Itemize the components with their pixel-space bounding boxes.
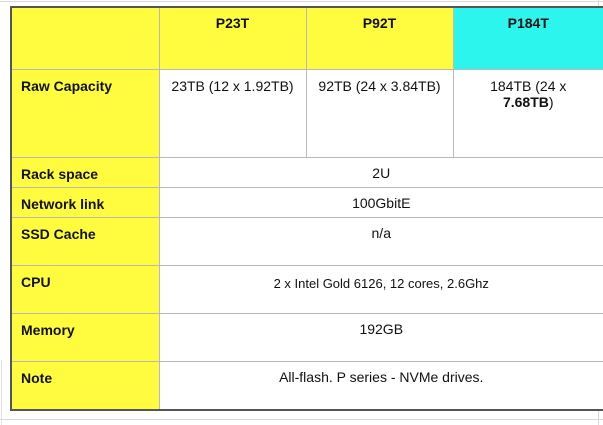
table-row: [11, 313, 603, 361]
page-rule-bottom: [0, 419, 603, 420]
column-header-p92t: P92T: [306, 7, 453, 69]
cell-note: All-flash. P series - NVMe drives.: [159, 361, 603, 410]
cell-p92t-capacity: 92TB (24 x 3.84TB): [306, 69, 453, 157]
header-row: [11, 7, 603, 69]
page-rule-left: [1, 360, 2, 425]
corner-cell: [11, 7, 159, 69]
cell-ssd-cache: n/a: [159, 217, 603, 265]
table-row: [11, 265, 603, 313]
row-label-note: Note: [11, 361, 159, 410]
p184t-capacity-close-paren: ): [548, 93, 554, 110]
cell-cpu: 2 x Intel Gold 6126, 12 cores, 2.6Ghz: [159, 265, 603, 313]
column-header-p23t: P23T: [159, 7, 306, 69]
table-row: [11, 217, 603, 265]
cell-p184t-capacity: [453, 69, 603, 157]
row-label-memory: Memory: [11, 313, 159, 361]
row-label-rack-space: Rack space: [11, 157, 159, 187]
row-label-ssd-cache: SSD Cache: [11, 217, 159, 265]
table-row-raw-capacity: [11, 69, 603, 157]
cell-rack-space: 2U: [159, 157, 603, 187]
column-header-p184t: P184T: [453, 7, 603, 69]
cell-memory: 192GB: [159, 313, 603, 361]
table-row: [11, 361, 603, 410]
row-label-raw-capacity: Raw Capacity: [11, 69, 159, 157]
table-row: [11, 157, 603, 187]
table-row: [11, 187, 603, 217]
p184t-capacity-line1: 184TB (24 x: [490, 77, 567, 94]
cell-network-link: 100GbitE: [159, 187, 603, 217]
page-rule-top: [0, 1, 603, 2]
row-label-network-link: Network link: [11, 187, 159, 217]
cell-p23t-capacity: 23TB (12 x 1.92TB): [159, 69, 306, 157]
p184t-capacity-drive-size: 7.68TB: [502, 93, 549, 110]
spec-table: [10, 6, 603, 411]
row-label-cpu: CPU: [11, 265, 159, 313]
